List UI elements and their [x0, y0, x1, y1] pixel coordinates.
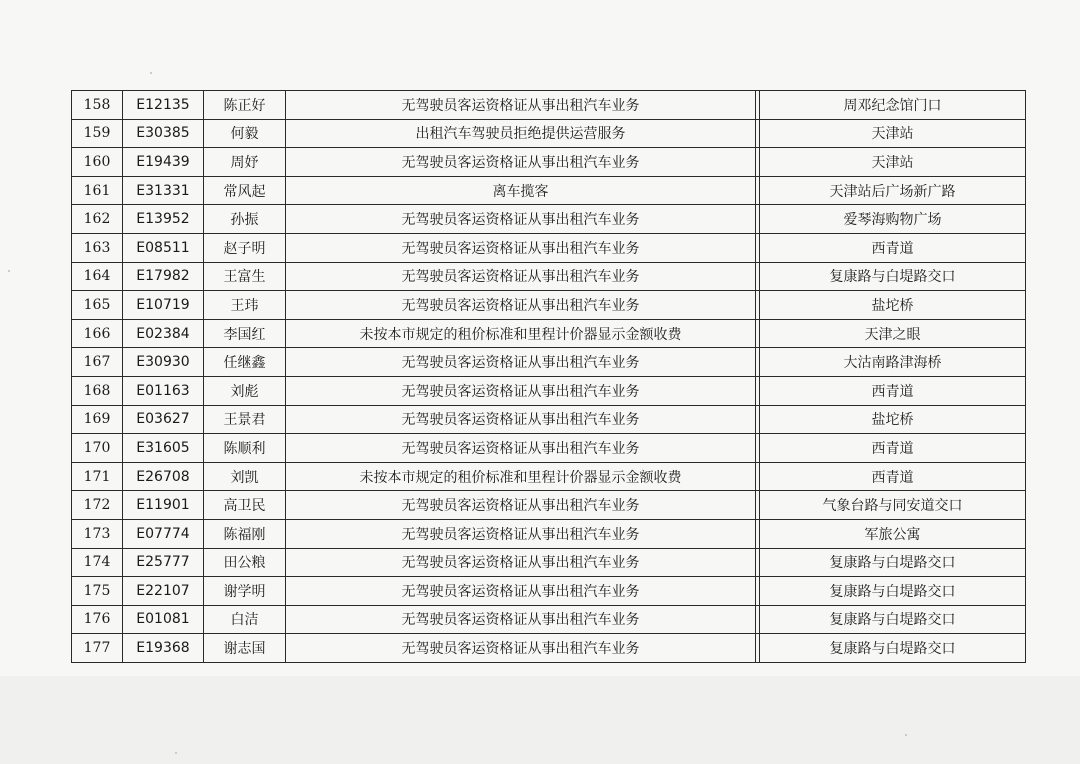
page-bottom-margin: [0, 676, 1080, 764]
table-row: [72, 605, 1026, 634]
scan-speck: [8, 270, 10, 272]
table-row: [72, 148, 1026, 177]
license-code-cell: E11901: [123, 491, 204, 520]
license-code-cell: E01163: [123, 376, 204, 405]
row-number-cell: 163: [72, 233, 123, 262]
driver-name-cell: 何毅: [204, 119, 286, 148]
violation-cell: 无驾驶员客运资格证从事出租汽车业务: [286, 605, 756, 634]
row-number-cell: 159: [72, 119, 123, 148]
driver-name-cell: 李国红: [204, 319, 286, 348]
violation-cell: 无驾驶员客运资格证从事出租汽车业务: [286, 205, 756, 234]
table-row: [72, 376, 1026, 405]
driver-name-cell: 陈顺利: [204, 434, 286, 463]
violation-cell: 无驾驶员客运资格证从事出租汽车业务: [286, 348, 756, 377]
row-number-cell: 176: [72, 605, 123, 634]
table-body: [72, 91, 1026, 663]
row-number-cell: 177: [72, 634, 123, 663]
row-number-cell: 158: [72, 91, 123, 120]
driver-name-cell: 刘彪: [204, 376, 286, 405]
table-row: [72, 233, 1026, 262]
location-cell: 复康路与白堤路交口: [760, 634, 1026, 663]
table-row: [72, 262, 1026, 291]
table-row: [72, 519, 1026, 548]
location-cell: 西青道: [760, 434, 1026, 463]
license-code-cell: E19368: [123, 634, 204, 663]
license-code-cell: E13952: [123, 205, 204, 234]
violation-cell: 未按本市规定的租价标准和里程计价器显示金额收费: [286, 462, 756, 491]
table-row: [72, 462, 1026, 491]
row-number-cell: 161: [72, 176, 123, 205]
violation-cell: 无驾驶员客运资格证从事出租汽车业务: [286, 148, 756, 177]
location-cell: 军旅公寓: [760, 519, 1026, 548]
driver-name-cell: 谢志国: [204, 634, 286, 663]
driver-name-cell: 陈福刚: [204, 519, 286, 548]
table-row: [72, 291, 1026, 320]
driver-name-cell: 高卫民: [204, 491, 286, 520]
license-code-cell: E30930: [123, 348, 204, 377]
row-number-cell: 171: [72, 462, 123, 491]
driver-name-cell: 王玮: [204, 291, 286, 320]
violation-cell: 离车揽客: [286, 176, 756, 205]
location-cell: 西青道: [760, 376, 1026, 405]
license-code-cell: E31605: [123, 434, 204, 463]
row-number-cell: 167: [72, 348, 123, 377]
row-number-cell: 175: [72, 577, 123, 606]
license-code-cell: E02384: [123, 319, 204, 348]
violation-cell: 无驾驶员客运资格证从事出租汽车业务: [286, 376, 756, 405]
driver-name-cell: 谢学明: [204, 577, 286, 606]
table-row: [72, 491, 1026, 520]
location-cell: 周邓纪念馆门口: [760, 91, 1026, 120]
license-code-cell: E01081: [123, 605, 204, 634]
row-number-cell: 168: [72, 376, 123, 405]
violation-cell: 无驾驶员客运资格证从事出租汽车业务: [286, 577, 756, 606]
violation-cell: 无驾驶员客运资格证从事出租汽车业务: [286, 491, 756, 520]
table-row: [72, 176, 1026, 205]
scan-speck: [905, 734, 907, 736]
row-number-cell: 165: [72, 291, 123, 320]
location-cell: 天津站: [760, 119, 1026, 148]
location-cell: 复康路与白堤路交口: [760, 577, 1026, 606]
row-number-cell: 174: [72, 548, 123, 577]
license-code-cell: E10719: [123, 291, 204, 320]
violation-records-table: [71, 90, 1026, 663]
violation-cell: 无驾驶员客运资格证从事出租汽车业务: [286, 405, 756, 434]
violation-cell: 无驾驶员客运资格证从事出租汽车业务: [286, 634, 756, 663]
row-number-cell: 166: [72, 319, 123, 348]
license-code-cell: E25777: [123, 548, 204, 577]
violation-cell: 未按本市规定的租价标准和里程计价器显示金额收费: [286, 319, 756, 348]
table-row: [72, 434, 1026, 463]
table-row: [72, 577, 1026, 606]
violation-cell: 无驾驶员客运资格证从事出租汽车业务: [286, 233, 756, 262]
license-code-cell: E26708: [123, 462, 204, 491]
location-cell: 西青道: [760, 233, 1026, 262]
location-cell: 天津之眼: [760, 319, 1026, 348]
row-number-cell: 160: [72, 148, 123, 177]
location-cell: 西青道: [760, 462, 1026, 491]
location-cell: 复康路与白堤路交口: [760, 548, 1026, 577]
license-code-cell: E22107: [123, 577, 204, 606]
table-row: [72, 405, 1026, 434]
driver-name-cell: 王景君: [204, 405, 286, 434]
row-number-cell: 170: [72, 434, 123, 463]
row-number-cell: 173: [72, 519, 123, 548]
violation-cell: 无驾驶员客运资格证从事出租汽车业务: [286, 262, 756, 291]
license-code-cell: E07774: [123, 519, 204, 548]
location-cell: 复康路与白堤路交口: [760, 605, 1026, 634]
driver-name-cell: 常风起: [204, 176, 286, 205]
violation-cell: 无驾驶员客运资格证从事出租汽车业务: [286, 91, 756, 120]
driver-name-cell: 田公粮: [204, 548, 286, 577]
violation-cell: 无驾驶员客运资格证从事出租汽车业务: [286, 548, 756, 577]
row-number-cell: 162: [72, 205, 123, 234]
location-cell: 天津站后广场新广路: [760, 176, 1026, 205]
driver-name-cell: 陈正好: [204, 91, 286, 120]
table-row: [72, 348, 1026, 377]
driver-name-cell: 白洁: [204, 605, 286, 634]
location-cell: 复康路与白堤路交口: [760, 262, 1026, 291]
table-row: [72, 548, 1026, 577]
violation-cell: 无驾驶员客运资格证从事出租汽车业务: [286, 519, 756, 548]
location-cell: 天津站: [760, 148, 1026, 177]
license-code-cell: E12135: [123, 91, 204, 120]
violation-cell: 出租汽车驾驶员拒绝提供运营服务: [286, 119, 756, 148]
driver-name-cell: 孙振: [204, 205, 286, 234]
license-code-cell: E17982: [123, 262, 204, 291]
table-row: [72, 634, 1026, 663]
license-code-cell: E08511: [123, 233, 204, 262]
license-code-cell: E30385: [123, 119, 204, 148]
location-cell: 大沽南路津海桥: [760, 348, 1026, 377]
row-number-cell: 164: [72, 262, 123, 291]
driver-name-cell: 王富生: [204, 262, 286, 291]
license-code-cell: E31331: [123, 176, 204, 205]
violation-cell: 无驾驶员客运资格证从事出租汽车业务: [286, 434, 756, 463]
driver-name-cell: 周妤: [204, 148, 286, 177]
table-row: [72, 91, 1026, 120]
table-row: [72, 119, 1026, 148]
license-code-cell: E03627: [123, 405, 204, 434]
row-number-cell: 169: [72, 405, 123, 434]
location-cell: 盐坨桥: [760, 405, 1026, 434]
scan-speck: [150, 72, 152, 74]
scan-speck: [175, 752, 177, 754]
location-cell: 爱琴海购物广场: [760, 205, 1026, 234]
location-cell: 气象台路与同安道交口: [760, 491, 1026, 520]
license-code-cell: E19439: [123, 148, 204, 177]
driver-name-cell: 任继鑫: [204, 348, 286, 377]
location-cell: 盐坨桥: [760, 291, 1026, 320]
table-row: [72, 205, 1026, 234]
driver-name-cell: 赵子明: [204, 233, 286, 262]
violation-cell: 无驾驶员客运资格证从事出租汽车业务: [286, 291, 756, 320]
row-number-cell: 172: [72, 491, 123, 520]
table-row: [72, 319, 1026, 348]
driver-name-cell: 刘凯: [204, 462, 286, 491]
